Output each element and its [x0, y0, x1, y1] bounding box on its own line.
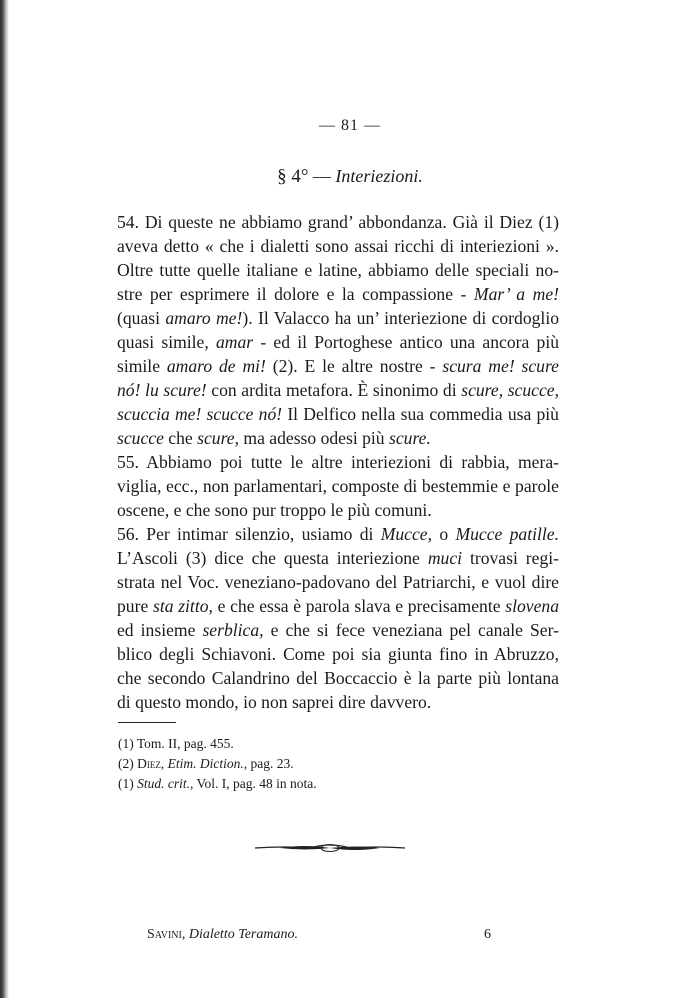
p54-text: (quasi [117, 308, 160, 328]
p55-line-2: viglia, ecc., non parlamentari, composte di bestemmie e parole [117, 476, 559, 496]
p56-line-7: che secondo Calandrino del Boccaccio è la parte più lontana [117, 668, 559, 688]
p55-line-3: oscene, e che sono pur troppo le più comuni. [117, 500, 432, 520]
p54-line-2: aveva detto « che i dialetti sono assai ricchi di interiezioni ». [117, 236, 559, 256]
footer-signature [147, 927, 298, 943]
page-number: — 81 — [319, 117, 381, 134]
interjection: scure, [197, 428, 239, 448]
footnote-work: Etim. Diction., [167, 756, 248, 771]
p56-line-2 [117, 547, 559, 570]
p56-text: e che si fece veneziana pel canale Ser- [270, 620, 559, 640]
ornament-divider [255, 838, 405, 858]
p54-line-7 [117, 355, 559, 378]
footer-work: Dialetto Teramano. [188, 927, 298, 942]
interjection: amaro de mi! [166, 356, 266, 376]
p56-line-3: strata nel Voc. veneziano-padovano del Patriarchi, e vuol dire [117, 572, 559, 592]
p54-text: - ed il Portoghese antico una ancora più [260, 332, 560, 352]
interjection: scura me! scure [442, 356, 559, 376]
p54-line-4 [117, 283, 559, 306]
p56-line-5 [117, 619, 559, 642]
signature-mark: 6 [484, 927, 491, 942]
section-heading [0, 166, 700, 188]
p56-text: e che essa è parola slava e precisamente [217, 596, 501, 616]
interjection: amaro me! [165, 308, 243, 328]
p56-line-8: di questo mondo, io non saprei dire davvero. [117, 692, 432, 712]
p56-line-4 [117, 595, 559, 618]
section-dash: — [312, 166, 331, 186]
section-title: Interiezioni. [335, 166, 423, 186]
footnote-3 [118, 774, 317, 794]
p54-line-5 [117, 307, 559, 330]
p54-text: simile [117, 356, 161, 376]
interjection: amar [215, 332, 254, 352]
interjection: scure, scucce, [461, 380, 559, 400]
p54-text: quasi simile, [117, 332, 209, 352]
interjection: Mucce, [380, 524, 433, 544]
p56-line-6: blico degli Schiavoni. Come poi sia giunta fino in Abruzzo, [117, 644, 559, 664]
p54-text: stre per esprimere il dolore e la compassione - [117, 284, 467, 304]
p54-text: Il Delfico nella sua commedia usa più [287, 404, 559, 424]
p56-text: ed insieme [117, 620, 196, 640]
p56-text: trovasi regi- [469, 548, 560, 568]
p54-line-9 [117, 403, 559, 426]
interjection: Mucce patille. [455, 524, 559, 544]
p54-line-1: 54. Di queste ne abbiamo grand’ abbondanza. Già il Diez (1) [117, 212, 559, 232]
p56-text: L’Ascoli (3) dice che questa interiezione [117, 548, 420, 568]
footnote-page: Vol. I, pag. 48 in nota. [196, 776, 317, 791]
p54-text: con ardita metafora. È sinonimo di [211, 380, 457, 400]
footer-author: Savini, [147, 927, 186, 942]
p56-text: 56. Per intimar silenzio, usiamo di [117, 524, 374, 544]
interjection: Mar’ a me! [473, 284, 559, 304]
footnote-2 [118, 754, 294, 774]
interjection: scuccia me! scucce nó! [117, 404, 283, 424]
page-binding-edge [0, 0, 9, 998]
language-term: serblica, [202, 620, 264, 640]
footnote-rule [118, 722, 176, 723]
footnote-work: Stud. crit., [137, 776, 194, 791]
interjection: sta zitto, [152, 596, 213, 616]
interjection: muci [427, 548, 463, 568]
footnote-1: (1) Tom. II, pag. 455. [118, 736, 234, 751]
language-term: slovena [505, 596, 559, 616]
footnote-author: Diez, [137, 756, 165, 771]
p54-line-6 [117, 331, 559, 354]
section-symbol: § 4° [277, 166, 309, 187]
p55-line-1: 55. Abbiamo poi tutte le altre interiezioni di rabbia, mera- [117, 452, 559, 472]
interjection: scucce [117, 428, 164, 448]
interjection: scure. [389, 428, 431, 448]
p54-line-3: Oltre tutte quelle italiane e latine, abbiamo delle speciali no- [117, 260, 559, 280]
p54-text: che [168, 428, 193, 448]
p54-text: ma adesso odesi più [243, 428, 385, 448]
p54-line-10 [117, 427, 559, 450]
p56-text: o [439, 524, 449, 544]
p54-text: ). Il Valacco ha un’ interiezione di cordoglio [242, 308, 560, 328]
footnote-marker: (1) [118, 776, 134, 791]
interjection: nó! lu scure! [117, 380, 207, 400]
p54-text: (2). E le altre nostre - [272, 356, 436, 376]
p54-line-8 [117, 379, 559, 402]
footnote-page: pag. 23. [250, 756, 294, 771]
p56-line-1 [117, 523, 559, 546]
footnote-marker: (2) [118, 756, 134, 771]
p56-text: pure [117, 596, 149, 616]
